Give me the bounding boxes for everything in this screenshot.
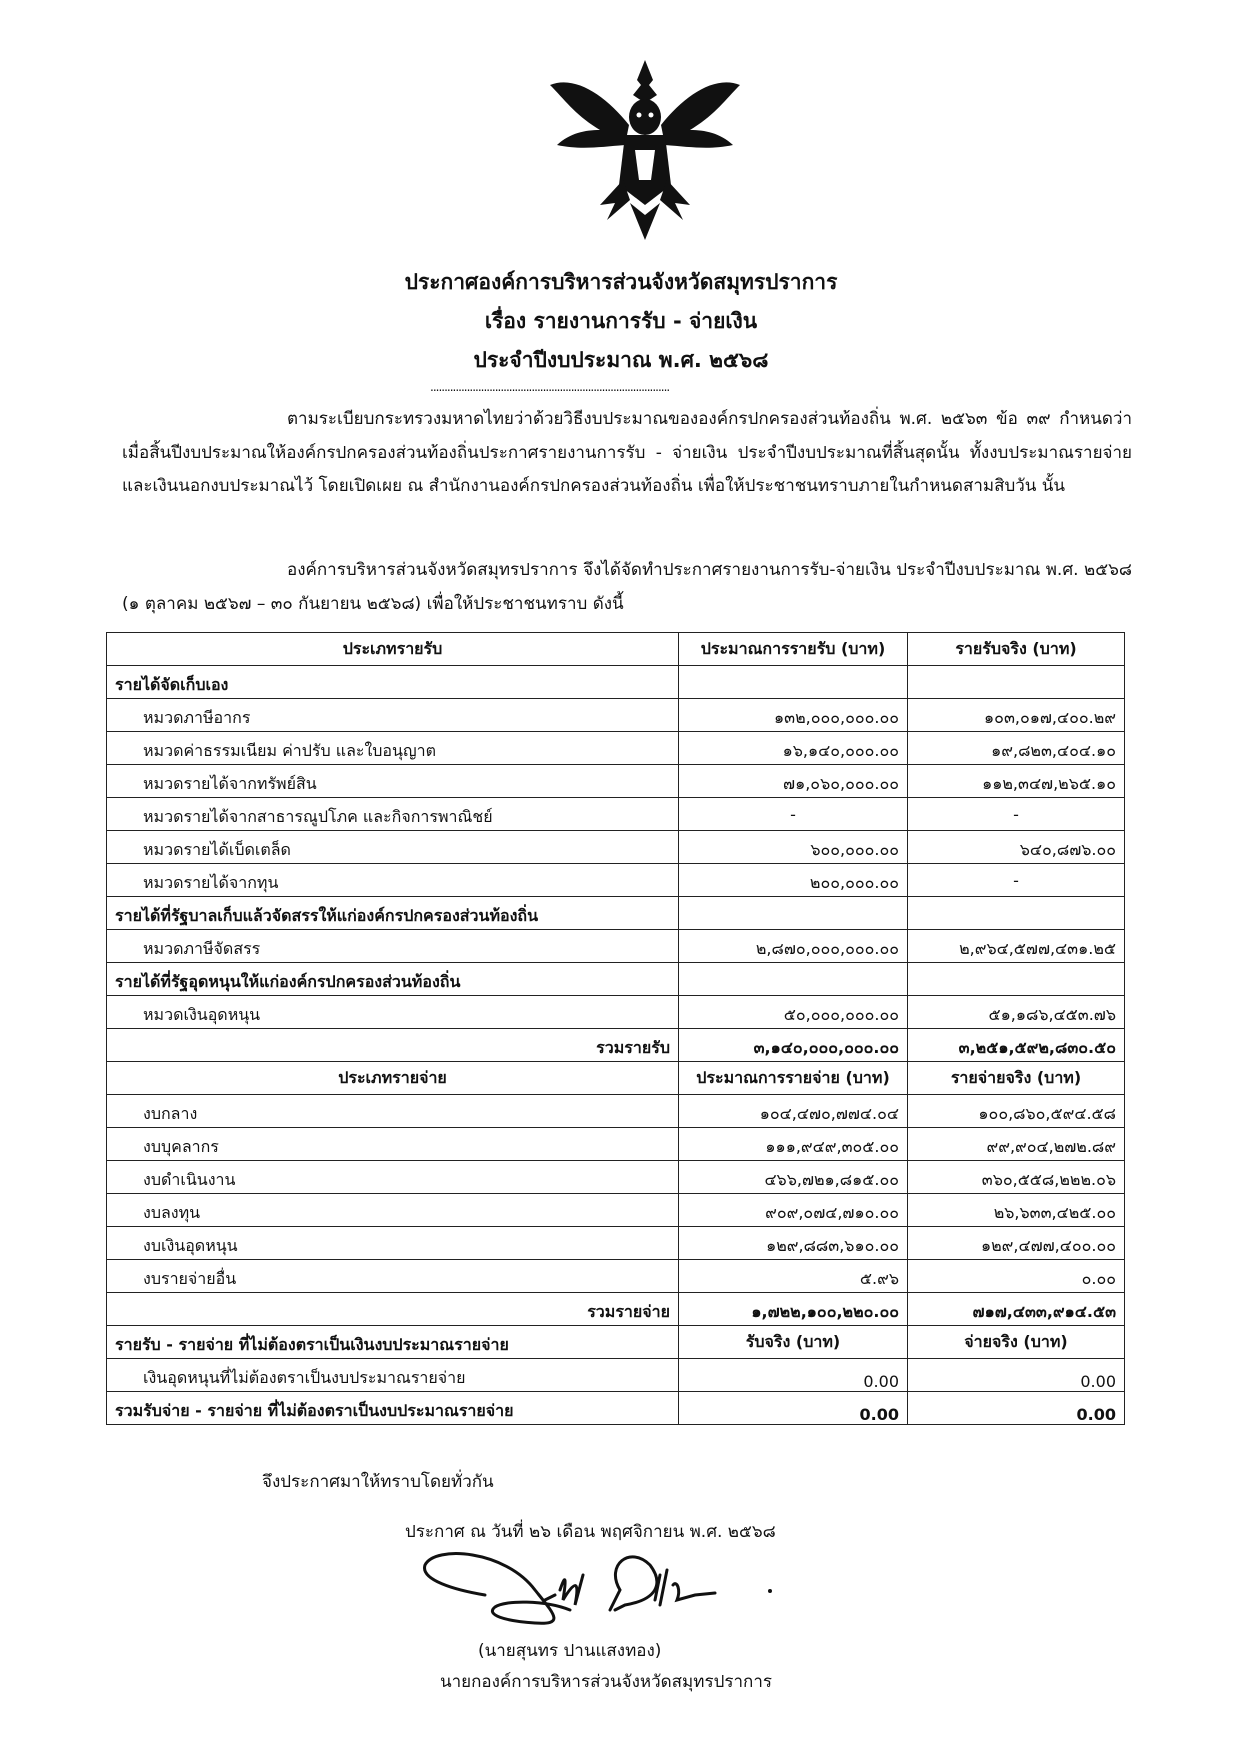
signer-name: (นายสุนทร ปานแสงทอง) [478, 1641, 662, 1661]
total-estimate: ๓,๑๔๐,๐๐๐,๐๐๐.๐๐ [679, 1029, 908, 1062]
row-label: หมวดภาษีอากร [107, 699, 679, 732]
section-own-revenue: รายได้จัดเก็บเอง [107, 666, 679, 699]
row-actual: ๑๙,๘๒๓,๔๐๔.๑๐ [908, 732, 1125, 765]
row-estimate: ๒,๘๗๐,๐๐๐,๐๐๐.๐๐ [679, 930, 908, 963]
table-row [107, 1260, 1125, 1293]
total-label: รวมรับจ่าย - รายจ่าย ที่ไม่ต้องตราเป็นงบประมาณรายจ่าย [107, 1392, 679, 1425]
row-actual: ๕๑,๑๘๖,๔๕๓.๗๖ [908, 996, 1125, 1029]
row-label: หมวดภาษีจัดสรร [107, 930, 679, 963]
row-label: หมวดรายได้เบ็ดเตล็ด [107, 831, 679, 864]
row-actual: - [908, 864, 1125, 897]
row-actual: ๐.๐๐ [908, 1260, 1125, 1293]
header-income-type: ประเภทรายรับ [107, 633, 679, 666]
table-row [107, 930, 1125, 963]
header-income-estimate: ประมาณการรายรับ (บาท) [679, 633, 908, 666]
header-expense-type: ประเภทรายจ่าย [107, 1062, 679, 1095]
row-label: งบดำเนินงาน [107, 1161, 679, 1194]
announcement-date: ประกาศ ณ วันที่ ๒๖ เดือน พฤศจิกายน พ.ศ. ๒๕๖๘ [405, 1522, 776, 1542]
separator: ..................................................................................... [430, 380, 670, 394]
table-row [107, 864, 1125, 897]
row-estimate: ๙๐๙,๐๗๔,๗๑๐.๐๐ [679, 1194, 908, 1227]
row-label: งบลงทุน [107, 1194, 679, 1227]
signer-title: นายกองค์การบริหารส่วนจังหวัดสมุทรปราการ [440, 1672, 773, 1692]
row-estimate: ๑๖,๑๔๐,๐๐๐.๐๐ [679, 732, 908, 765]
row-estimate: ๑๑๑,๙๔๙,๓๐๕.๐๐ [679, 1128, 908, 1161]
table-row [107, 1227, 1125, 1260]
row-estimate: - [679, 798, 908, 831]
table-row [107, 732, 1125, 765]
row-estimate: ๑๒๙,๘๘๓,๖๑๐.๐๐ [679, 1227, 908, 1260]
total-paid: 0.00 [908, 1392, 1125, 1425]
row-actual: ๑๒๙,๔๗๗,๔๐๐.๐๐ [908, 1227, 1125, 1260]
row-actual: ๒๖,๖๓๓,๔๒๕.๐๐ [908, 1194, 1125, 1227]
total-received: 0.00 [679, 1392, 908, 1425]
row-estimate: ๕.๙๖ [679, 1260, 908, 1293]
table-row [107, 1194, 1125, 1227]
signature [415, 1545, 795, 1635]
section-row [107, 666, 1125, 699]
expense-header-row [107, 1062, 1125, 1095]
table-row [107, 1359, 1125, 1392]
row-label: หมวดรายได้จากทรัพย์สิน [107, 765, 679, 798]
row-estimate: ๕๐,๐๐๐,๐๐๐.๐๐ [679, 996, 908, 1029]
header-expense-estimate: ประมาณการรายจ่าย (บาท) [679, 1062, 908, 1095]
row-actual: ๒,๙๖๔,๕๗๗,๔๓๑.๒๕ [908, 930, 1125, 963]
row-estimate: ๔๖๖,๗๒๑,๘๑๕.๐๐ [679, 1161, 908, 1194]
total-label: รวมรายรับ [107, 1029, 679, 1062]
row-actual: ๖๔๐,๘๗๖.๐๐ [908, 831, 1125, 864]
section-grant-revenue: รายได้ที่รัฐอุดหนุนให้แก่องค์กรปกครองส่วนท้องถิ่น [107, 963, 679, 996]
row-estimate: ๒๐๐,๐๐๐.๐๐ [679, 864, 908, 897]
row-label: หมวดรายได้จากสาธารณูปโภค และกิจการพาณิชย์ [107, 798, 679, 831]
header-nonbudget-type: รายรับ - รายจ่าย ที่ไม่ต้องตราเป็นเงินงบประมาณรายจ่าย [107, 1326, 679, 1359]
income-total-row [107, 1029, 1125, 1062]
row-label: หมวดค่าธรรมเนียม ค่าปรับ และใบอนุญาต [107, 732, 679, 765]
section-shared-revenue: รายได้ที่รัฐบาลเก็บแล้วจัดสรรให้แก่องค์กรปกครองส่วนท้องถิ่น [107, 897, 679, 930]
table-row [107, 798, 1125, 831]
nonbudget-header-row [107, 1326, 1125, 1359]
section-row [107, 963, 1125, 996]
closing-statement: จึงประกาศมาให้ทราบโดยทั่วกัน [262, 1472, 494, 1492]
row-label: งบเงินอุดหนุน [107, 1227, 679, 1260]
header-income-actual: รายรับจริง (บาท) [908, 633, 1125, 666]
table-row [107, 1095, 1125, 1128]
row-label: เงินอุดหนุนที่ไม่ต้องตราเป็นงบประมาณรายจ่าย [107, 1359, 679, 1392]
row-label: งบกลาง [107, 1095, 679, 1128]
total-estimate: ๑,๗๒๒,๑๐๐,๒๒๐.๐๐ [679, 1293, 908, 1326]
table-row [107, 1161, 1125, 1194]
row-actual: ๑๐๓,๐๑๗,๔๐๐.๒๙ [908, 699, 1125, 732]
total-actual: ๓,๒๕๑,๕๙๒,๘๓๐.๕๐ [908, 1029, 1125, 1062]
table-row [107, 831, 1125, 864]
row-label: งบรายจ่ายอื่น [107, 1260, 679, 1293]
row-actual: ๑๑๒,๓๔๗,๒๖๕.๑๐ [908, 765, 1125, 798]
expense-total-row [107, 1293, 1125, 1326]
row-received: 0.00 [679, 1359, 908, 1392]
income-expense-table [106, 632, 1125, 1425]
row-estimate: ๗๑,๐๖๐,๐๐๐.๐๐ [679, 765, 908, 798]
total-label: รวมรายจ่าย [107, 1293, 679, 1326]
row-actual: ๙๙,๙๐๔,๒๗๒.๘๙ [908, 1128, 1125, 1161]
income-header-row [107, 633, 1125, 666]
paragraph-regulation: ตามระเบียบกระทรวงมหาดไทยว่าด้วยวิธีงบประมาณขององค์กรปกครองส่วนท้องถิ่น พ.ศ. ๒๕๖๓ ข้อ ๓๙ กำหนดว่า เมื่อสิ้นปีงบประมาณให้องค์กรปกครองส่วนท้องถิ่นประกาศรายงานการรับ - จ่ายเงิน ประจำปีงบประมาณที่สิ้นสุดนั้น ทั้งงบประมาณรายจ่ายและเงินนอกงบประมาณไว้ โดยเปิดเผย ณ สำนักงานองค์กรปกครองส่วนท้องถิ่น เพื่อให้ประชาชนทราบภายในกำหนดสามสิบวัน นั้น [122, 409, 1132, 496]
table-row [107, 996, 1125, 1029]
section-row [107, 897, 1125, 930]
table-row [107, 699, 1125, 732]
announcement-subject: เรื่อง รายงานการรับ - จ่ายเงิน [484, 309, 758, 333]
fiscal-year: ประจำปีงบประมาณ พ.ศ. ๒๕๖๘ [473, 348, 769, 372]
row-estimate: ๖๐๐,๐๐๐.๐๐ [679, 831, 908, 864]
row-label: งบบุคลากร [107, 1128, 679, 1161]
row-label: หมวดเงินอุดหนุน [107, 996, 679, 1029]
row-label: หมวดรายได้จากทุน [107, 864, 679, 897]
row-paid: 0.00 [908, 1359, 1125, 1392]
total-actual: ๗๑๗,๔๓๓,๙๑๔.๕๓ [908, 1293, 1125, 1326]
header-nonbudget-paid: จ่ายจริง (บาท) [908, 1326, 1125, 1359]
announcement-title: ประกาศองค์การบริหารส่วนจังหวัดสมุทรปราการ [404, 270, 838, 294]
nonbudget-total-row [107, 1392, 1125, 1425]
row-actual: ๑๐๐,๘๖๐,๕๙๔.๕๘ [908, 1095, 1125, 1128]
paragraph-announcement: องค์การบริหารส่วนจังหวัดสมุทรปราการ จึงได้จัดทำประกาศรายงานการรับ-จ่ายเงิน ประจำปีงบประมาณ พ.ศ. ๒๕๖๘ (๑ ตุลาคม ๒๕๖๗ – ๓๐ กันยายน ๒๕๖๘) เพื่อให้ประชาชนทราบ ดังนี้ [122, 560, 1132, 614]
header-nonbudget-received: รับจริง (บาท) [679, 1326, 908, 1359]
row-estimate: ๑๓๒,๐๐๐,๐๐๐.๐๐ [679, 699, 908, 732]
table-row [107, 1128, 1125, 1161]
row-estimate: ๑๐๔,๔๗๐,๗๗๔.๐๔ [679, 1095, 908, 1128]
table-row [107, 765, 1125, 798]
row-actual: ๓๖๐,๕๕๘,๒๒๒.๐๖ [908, 1161, 1125, 1194]
garuda-emblem [545, 55, 745, 240]
header-expense-actual: รายจ่ายจริง (บาท) [908, 1062, 1125, 1095]
row-actual: - [908, 798, 1125, 831]
